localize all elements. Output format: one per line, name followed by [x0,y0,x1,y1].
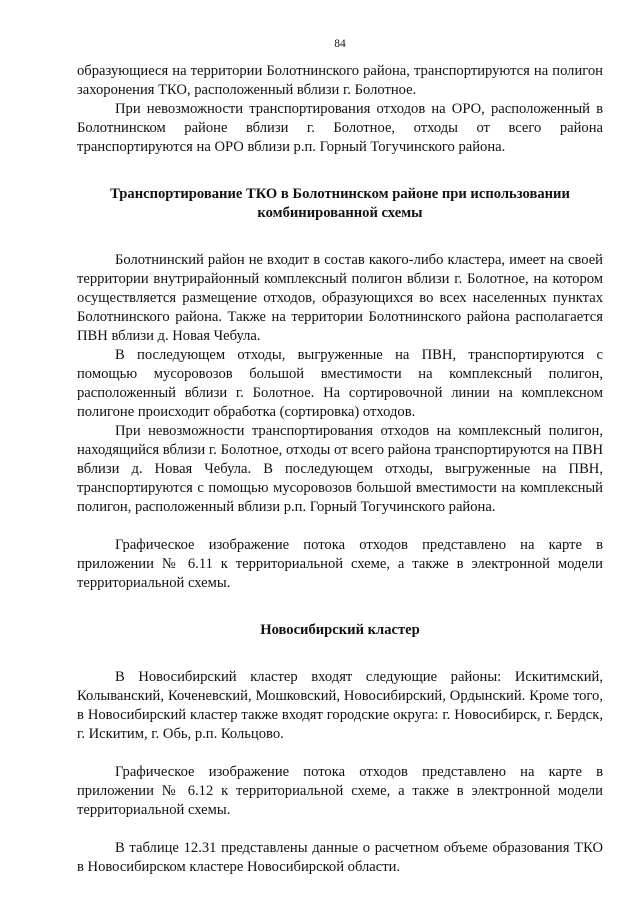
page-content [77,62,603,877]
paragraph-map-reference-6-11: Графическое изображение потока отходов представлено на карте в приложении № 6.11 к территориальной схеме, а также в электронной модели территориальной схемы. [77,537,603,591]
paragraph-table-reference: В таблице 12.31 представлены данные о расчетном объеме образования ТКО в Новосибирском кластере Новосибирской области. [77,840,603,875]
paragraph-cluster-composition: В Новосибирский кластер входят следующие районы: Искитимский, Колыванский, Коченевский, Мошковский, Новосибирский, Ордынский. Кроме того, в Новосибирский кластер также входят городские округа: г. Новосибирск, г. Бердск, г. Искитим, г. Обь, р.п. Кольцово. [77,669,603,742]
paragraph-oro-fallback: При невозможности транспортирования отходов на ОРО, расположенный в Болотнинском районе вблизи г. Болотное, отходы от всего района транспортируются на ОРО вблизи р.п. Горный Тогучинского района. [77,101,603,155]
paragraph-complex-fallback: При невозможности транспортирования отходов на комплексный полигон, находящийся вблизи г. Болотное, отходы от всего района транспортируются на ПВН вблизи д. Новая Чебула. В последующем отходы, выгруженные на ПВН, транспортируются с помощью мусоровозов большой вместимости на комплексный полигон, расположенный вблизи р.п. Горный Тогучинского района. [77,423,603,515]
document-page [77,0,603,905]
section-heading-novosibirsk-cluster: Новосибирский кластер [260,622,420,638]
page-number: 84 [334,38,346,50]
paragraph-map-reference-6-12: Графическое изображение потока отходов представлено на карте в приложении № 6.12 к территориальной схеме, а также в электронной модели территориальной схемы. [77,764,603,818]
paragraph-pvn-transport: В последующем отходы, выгруженные на ПВН, транспортируются с помощью мусоровозов большой вместимости на комплексный полигон, расположенный вблизи г. Болотное. На сортировочной линии на комплексном полигоне происходит обработка (сортировка) отходов. [77,347,603,420]
section-heading-bolotninsky-combined: Транспортирование ТКО в Болотнинском районе при использовании комбинированной схемы [110,186,570,221]
paragraph-continuation: образующиеся на территории Болотнинского района, транспортируются на полигон захоронения ТКО, расположенный вблизи г. Болотное. [77,63,603,98]
paragraph-bolotninsky-overview: Болотнинский район не входит в состав какого-либо кластера, имеет на своей территории внутрирайонный комплексный полигон вблизи г. Болотное, на котором осуществляется размещение отходов, образующихся во всех населенных пунктах Болотнинского района. Также на территории Болотнинского района располагается ПВН вблизи д. Новая Чебула. [77,252,603,344]
